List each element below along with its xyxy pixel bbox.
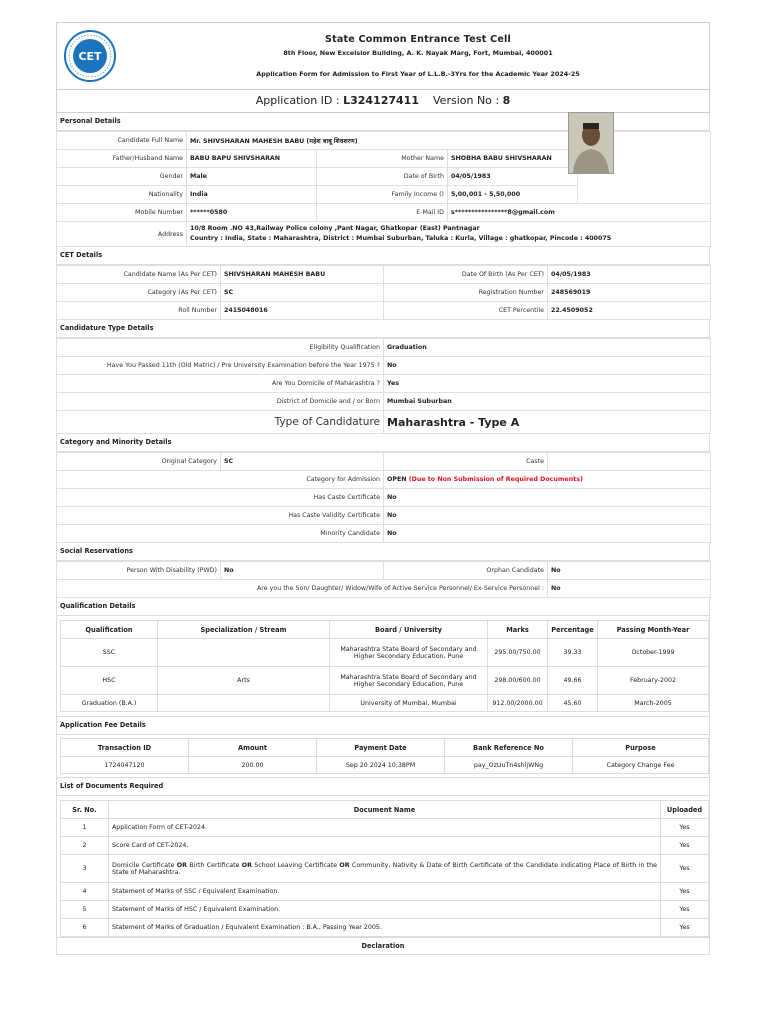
dob-value: 04/05/1983 [448, 168, 578, 186]
admission-category-text: OPEN [387, 476, 407, 483]
caste-value [548, 453, 711, 471]
table-row [61, 667, 709, 695]
address-label: Address [57, 222, 187, 247]
family-income-value: 5,00,001 - 5,50,000 [448, 186, 578, 204]
fee-cell: Category Change Fee [573, 757, 709, 774]
candidature-table [56, 338, 711, 434]
cet-name-value: SHIVSHARAN MAHESH BABU [221, 266, 384, 284]
qual-cell: Arts [158, 667, 330, 695]
mobile-value: ******0580 [187, 204, 317, 222]
domicile-value: Yes [384, 375, 711, 393]
cet-dob-label: Date Of Birth (As Per CET) [384, 266, 548, 284]
doc-uploaded: Yes [661, 919, 709, 937]
qual-cell: October-1999 [598, 639, 709, 667]
qual-header-percentage: Percentage [548, 621, 598, 639]
qual-header-board: Board / University [330, 621, 488, 639]
cet-category-value: SC [221, 284, 384, 302]
service-personnel-label: Are you the Son/ Daughter/ Widow/Wife of Active Service Personnel/ Ex-Service Personnel : [57, 580, 548, 598]
family-income-label: Family Income () [317, 186, 448, 204]
candidate-photo [568, 112, 614, 174]
address-value [187, 222, 711, 247]
qualification-table [60, 620, 709, 712]
qual-cell: University of Mumbai, Mumbai [330, 695, 488, 712]
dob-label: Date of Birth [317, 168, 448, 186]
eligibility-value: Graduation [384, 339, 711, 357]
doc-header-name: Document Name [109, 801, 661, 819]
doc-name: Domicile Certificate OR Birth Certificate OR School Leaving Certificate OR Community, Nativity & Date of Birth Certificate of the Candidate indicating Place of Birth in the State of Maharashtra. [109, 855, 661, 883]
cet-category-label: Category (As Per CET) [57, 284, 221, 302]
doc-name: Statement of Marks of Graduation / Equivalent Examination : B.A., Passing Year 2005. [109, 919, 661, 937]
table-row [61, 883, 709, 901]
email-label: E-Mail ID [317, 204, 448, 222]
documents-table [60, 800, 709, 937]
fee-header-date: Payment Date [317, 739, 445, 757]
section-cet-details: CET Details [56, 247, 710, 265]
roll-number-value: 2415048016 [221, 302, 384, 320]
caste-certificate-label: Has Caste Certificate [57, 489, 384, 507]
caste-certificate-value: No [384, 489, 711, 507]
qual-cell: March-2005 [598, 695, 709, 712]
doc-header-uploaded: Uploaded [661, 801, 709, 819]
header-title: State Common Entrance Test Cell [324, 34, 512, 45]
nationality-value: India [187, 186, 317, 204]
qual-cell: 912.00/2000.00 [488, 695, 548, 712]
fee-table [60, 738, 709, 774]
doc-uploaded: Yes [661, 855, 709, 883]
orphan-label: Orphan Candidate [384, 562, 548, 580]
cet-cell-logo [63, 29, 117, 83]
fee-cell: 1724047120 [61, 757, 189, 774]
qual-cell: 49.66 [548, 667, 598, 695]
caste-label: Caste [384, 453, 548, 471]
minority-value: No [384, 525, 711, 543]
doc-uploaded: Yes [661, 819, 709, 837]
admission-category-label: Category for Admission [57, 471, 384, 489]
fee-cell: 200.00 [189, 757, 317, 774]
doc-name: Score Card of CET-2024. [109, 837, 661, 855]
table-row [61, 757, 709, 774]
fee-wrap [56, 735, 710, 778]
qual-cell: SSC [61, 639, 158, 667]
district-value: Mumbai Suburban [384, 393, 711, 411]
minority-label: Minority Candidate [57, 525, 384, 543]
qual-cell: Maharashtra State Board of Secondary and Higher Secondary Education, Pune [330, 667, 488, 695]
version-value: 8 [502, 94, 511, 107]
table-row [61, 695, 709, 712]
doc-srno: 6 [61, 919, 109, 937]
section-personal-details: Personal Details [56, 113, 710, 131]
service-personnel-value: No [548, 580, 711, 598]
application-id-value: L324127411 [343, 94, 419, 107]
declaration-heading: Declaration [56, 938, 710, 955]
table-row [61, 919, 709, 937]
qualification-wrap [56, 616, 710, 717]
cet-dob-value: 04/05/1983 [548, 266, 711, 284]
qual-cell: February-2002 [598, 667, 709, 695]
mother-name-value: SHOBHA BABU SHIVSHARAN [448, 150, 578, 168]
table-row [61, 855, 709, 883]
doc-name: Application Form of CET-2024. [109, 819, 661, 837]
qual-cell: 295.00/750.00 [488, 639, 548, 667]
pwd-value: No [221, 562, 384, 580]
original-category-label: Original Category [57, 453, 221, 471]
qual-cell: 39.33 [548, 639, 598, 667]
candidature-type-label: Type of Candidature [57, 411, 384, 434]
full-name-value: Mr. SHIVSHARAN MAHESH BABU (महेश बाबू शिवशरण) [187, 132, 578, 150]
fee-header-purpose: Purpose [573, 739, 709, 757]
passed-11th-value: No [384, 357, 711, 375]
cet-name-label: Candidate Name (As Per CET) [57, 266, 221, 284]
svg-text:CET: CET [78, 50, 102, 63]
table-row [61, 639, 709, 667]
fee-header-bank-ref: Bank Reference No [445, 739, 573, 757]
section-qualification: Qualification Details [56, 598, 710, 616]
address-line-1: 10/8 Room .NO 43,Railway Police colony ,Pant Nagar, Ghatkopar (East) Pantnagar [190, 225, 480, 232]
admission-category-value [384, 471, 711, 489]
doc-srno: 2 [61, 837, 109, 855]
email-value: s****************8@gmail.com [448, 204, 711, 222]
social-table [56, 561, 711, 598]
doc-header-srno: Sr. No. [61, 801, 109, 819]
form-title: Application Form for Admission to First Year of L.L.B.-3Yrs for the Academic Year 2024-25 [256, 70, 580, 78]
fee-header-transaction: Transaction ID [61, 739, 189, 757]
cet-percentile-label: CET Percentile [384, 302, 548, 320]
qual-cell [158, 639, 330, 667]
section-candidature-type: Candidature Type Details [56, 320, 710, 338]
header-address: 8th Floor, New Excelsior Building, A. K. Nayak Marg, Fort, Mumbai, 400001 [283, 49, 553, 57]
passed-11th-label: Have You Passed 11th (Old Matric) / Pre University Examination before the Year 1975 ? [57, 357, 384, 375]
qual-cell: 45.60 [548, 695, 598, 712]
table-row [61, 837, 709, 855]
admission-category-note: (Due to Non Submission of Required Documents) [408, 476, 583, 483]
pwd-label: Person With Disability (PWD) [57, 562, 221, 580]
qual-header-marks: Marks [488, 621, 548, 639]
doc-uploaded: Yes [661, 883, 709, 901]
domicile-label: Are You Domicile of Maharashtra ? [57, 375, 384, 393]
doc-srno: 3 [61, 855, 109, 883]
gender-label: Gender [57, 168, 187, 186]
orphan-value: No [548, 562, 711, 580]
doc-uploaded: Yes [661, 901, 709, 919]
qual-header-specialization: Specialization / Stream [158, 621, 330, 639]
father-name-value: BABU BAPU SHIVSHARAN [187, 150, 317, 168]
section-application-fee: Application Fee Details [56, 717, 710, 735]
doc-name: Statement of Marks of SSC / Equivalent Examination. [109, 883, 661, 901]
version-label: Version No : [433, 94, 500, 107]
original-category-value: SC [221, 453, 384, 471]
district-label: District of Domicile and / or Born [57, 393, 384, 411]
table-row [61, 819, 709, 837]
full-name-label: Candidate Full Name [57, 132, 187, 150]
fee-cell: Sep 20 2024 10:38PM [317, 757, 445, 774]
application-id-label: Application ID : [255, 94, 340, 107]
qual-cell: Maharashtra State Board of Secondary and Higher Secondary Education, Pune [330, 639, 488, 667]
eligibility-label: Eligibility Qualification [57, 339, 384, 357]
cet-percentile-value: 22.4509052 [548, 302, 711, 320]
mobile-label: Mobile Number [57, 204, 187, 222]
section-documents: List of Documents Required [56, 778, 710, 796]
doc-uploaded: Yes [661, 837, 709, 855]
address-line-2: Country : India, State : Maharashtra, District : Mumbai Suburban, Taluka : Kurla, Village : ghatkopar, Pincode : 400075 [190, 235, 612, 242]
candidature-type-text: Maharashtra - Type A [387, 415, 520, 429]
registration-number-value: 248569019 [548, 284, 711, 302]
qual-cell [158, 695, 330, 712]
gender-value: Male [187, 168, 317, 186]
qual-header-passing: Passing Month-Year [598, 621, 709, 639]
caste-validity-value: No [384, 507, 711, 525]
roll-number-label: Roll Number [57, 302, 221, 320]
qual-cell: Graduation (B.A.) [61, 695, 158, 712]
qual-cell: 298.00/600.00 [488, 667, 548, 695]
doc-srno: 4 [61, 883, 109, 901]
mother-name-label: Mother Name [317, 150, 448, 168]
form-header [56, 22, 710, 90]
section-social-reservations: Social Reservations [56, 543, 710, 561]
father-name-label: Father/Husband Name [57, 150, 187, 168]
qual-header-qualification: Qualification [61, 621, 158, 639]
doc-srno: 5 [61, 901, 109, 919]
doc-name: Statement of Marks of HSC / Equivalent Examination. [109, 901, 661, 919]
caste-validity-label: Has Caste Validity Certificate [57, 507, 384, 525]
doc-srno: 1 [61, 819, 109, 837]
fee-header-amount: Amount [189, 739, 317, 757]
nationality-label: Nationality [57, 186, 187, 204]
table-row [61, 901, 709, 919]
documents-wrap [56, 796, 710, 938]
candidature-type-value [384, 411, 711, 434]
section-category-minority: Category and Minority Details [56, 434, 710, 452]
qual-cell: HSC [61, 667, 158, 695]
candidate-photo-image [569, 113, 613, 173]
category-table [56, 452, 711, 543]
application-id-bar [56, 90, 710, 113]
fee-cell: pay_OzUuTn4shljWNg [445, 757, 573, 774]
cet-details-table [56, 265, 711, 320]
registration-number-label: Registration Number [384, 284, 548, 302]
